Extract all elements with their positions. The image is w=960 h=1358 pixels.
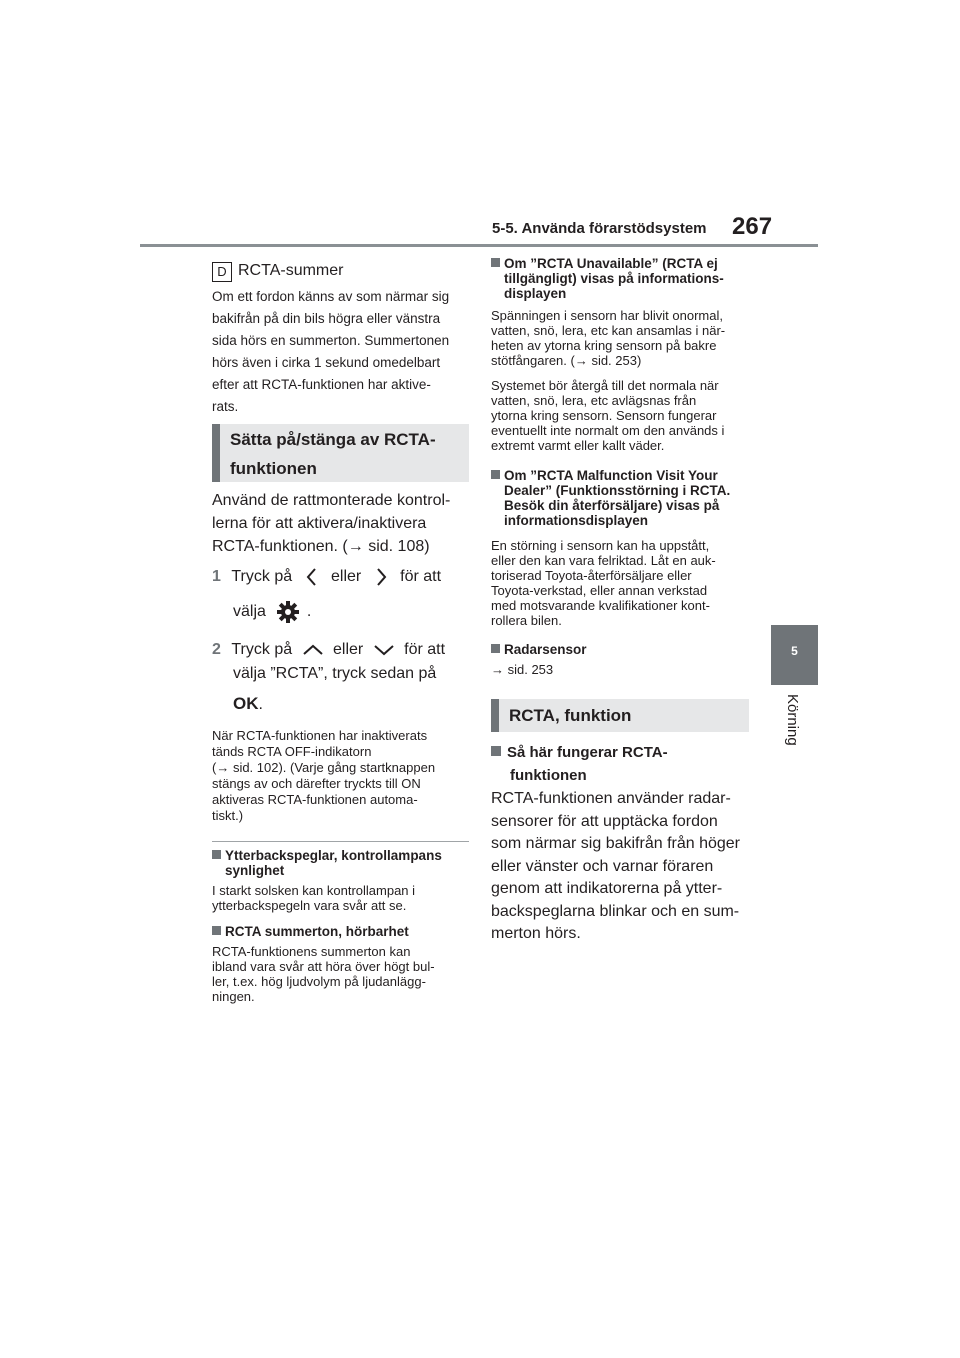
subheading-line: tillgängligt) visas på informations- (504, 271, 724, 286)
text-line: → sid. 253 (491, 662, 554, 677)
text-line: tiskt.) (212, 808, 244, 823)
step-2-line-3 (233, 694, 263, 714)
header-rule (140, 244, 818, 247)
subheading-line: Ytterbackspeglar, kontrollampans (225, 848, 442, 863)
section-heading-text: RCTA, funktion (509, 706, 632, 725)
subheading-line: Om ”RCTA Unavailable” (RCTA ej (504, 256, 718, 271)
step-number: 1 (212, 568, 221, 586)
text-line: vatten, snö, lera, etc avlägsnas från (491, 393, 697, 408)
subheading-line: synlighet (225, 863, 285, 878)
text-line: ler, t.ex. hög ljudvolym på ljudanlägg- (212, 974, 426, 989)
text-line: heten av ytorna kring sensorn på bakre (491, 338, 717, 353)
step-text: Tryck på (231, 568, 293, 586)
text-line: I starkt solsken kan kontrollampan i (212, 883, 416, 898)
subheading-unavailable (491, 256, 753, 301)
heading-line: funktionen (230, 459, 317, 478)
item-description (212, 286, 472, 418)
text-line: extremt varmt eller kallt väder. (491, 438, 665, 453)
text-line: bakifrån på din bils högra eller vänstra (212, 311, 441, 326)
text-line: eller den kan vara felriktad. Låt en auk- (491, 553, 716, 568)
text-line: som närmar sig bakifrån från höger (491, 835, 740, 852)
text-line: Toyota-verkstad, eller annan verkstad (491, 583, 708, 598)
text-line: hörs även i cirka 1 sekund omedelbart (212, 355, 441, 370)
chevron-down-icon (372, 641, 396, 659)
malfunction-text (491, 538, 756, 628)
text-line: toriserad Toyota-återförsäljare eller (491, 568, 692, 583)
heading-line: Sätta på/stänga av RCTA- (230, 430, 436, 449)
square-bullet-icon (212, 850, 221, 859)
unavailable-text-2 (491, 378, 756, 453)
step-1-line-2 (233, 600, 311, 624)
section-heading-left (212, 424, 469, 482)
text-line: ibland vara svår att höra över högt bul- (212, 959, 435, 974)
text-line: Spänningen i sensorn har blivit onormal, (491, 308, 723, 323)
text-line: vatten, snö, lera, etc kan ansamlas i när- (491, 323, 726, 338)
mirror-text (212, 883, 474, 913)
note-text (212, 728, 474, 824)
chevron-right-icon (370, 566, 392, 588)
text-line: tänds RCTA OFF-indikatorn (212, 744, 372, 759)
chevron-left-icon (301, 566, 323, 588)
step-text: . (306, 603, 312, 621)
text-line: eventuellt inte normalt om den används i (491, 423, 725, 438)
square-bullet-icon (491, 470, 500, 479)
subheading-line: Radarsensor (504, 642, 587, 657)
item-title: RCTA-summer (238, 262, 344, 279)
subheading-line: informationsdisplayen (504, 513, 649, 528)
text-line: ytterbackspegeln vara svår att se. (212, 898, 407, 913)
section-title: 5-5. Använda förarstödsystem (492, 220, 707, 237)
item-letter-box: D (212, 262, 232, 282)
subheading-line: funktionen (510, 767, 587, 784)
text-line: Systemet bör återgå till det normala när (491, 378, 719, 393)
text-line: sida hörs en summerton. Summertonen (212, 333, 450, 348)
subheading-line: Så här fungerar RCTA- (507, 744, 668, 761)
subheading-line: Besök din återförsäljare) visas på (504, 498, 720, 513)
text-line: ytorna kring sensorn. Sensorn fungerar (491, 408, 717, 423)
step-number: 2 (212, 641, 221, 659)
text-line: eller vänster och varnar föraren (491, 857, 714, 875)
step-text: Tryck på (231, 641, 293, 659)
chapter-tab-label (781, 694, 807, 774)
text-line: RCTA-funktionen. (→ sid. 108) (212, 538, 430, 555)
radar-text (491, 662, 753, 677)
text-line: sensorer för att upptäcka fordon (491, 812, 718, 830)
step-text: för att (404, 641, 446, 659)
subheading-line: Dealer” (Funktionsstörning i RCTA. (504, 483, 731, 498)
page-number: 267 (732, 213, 773, 240)
ok-icon: OK (233, 694, 259, 713)
unavailable-text-1 (491, 308, 756, 368)
text-line: rats. (212, 399, 239, 414)
subheading-how (491, 741, 756, 787)
text-line: med motsvarande kvalifikationer kont- (491, 598, 710, 613)
section-heading-right (491, 699, 749, 732)
subheading-summer (212, 924, 474, 939)
step-text: välja (233, 603, 266, 621)
intro-text (212, 489, 482, 558)
subheading-malfunction (491, 468, 756, 528)
square-bullet-icon (491, 644, 500, 653)
step-text: för att (400, 568, 442, 586)
chapter-tab-number: 5 (791, 644, 798, 658)
text-line: stötfångaren. (→ sid. 253) (491, 353, 642, 368)
text-line: backspeglarna blinkar och en sum- (491, 902, 740, 920)
text-line: När RCTA-funktionen har inaktiverats (212, 728, 428, 743)
text-line: ningen. (212, 989, 255, 1004)
chevron-up-icon (301, 641, 325, 659)
step-text: eller (333, 641, 364, 659)
text-line: lerna för att aktivera/inaktivera (212, 515, 427, 532)
text-line: RCTA-funktionen använder radar- (491, 790, 731, 807)
text-line: genom att indikatorerna på ytter- (491, 880, 723, 897)
text-line: Om ett fordon känns av som närmar sig (212, 289, 450, 304)
chapter-tab-label-text: Körning (784, 694, 801, 746)
step-text: välja ”RCTA”, tryck sedan på (233, 665, 437, 682)
subheading-line: Om ”RCTA Malfunction Visit Your (504, 468, 718, 483)
square-bullet-icon (212, 926, 221, 935)
text-line: aktiveras RCTA-funktionen automa- (212, 792, 418, 807)
text-line: merton hörs. (491, 925, 581, 942)
text-line: Använd de rattmonterade kontrol- (212, 492, 451, 509)
step-text: eller (331, 568, 362, 586)
subheading-radar (491, 642, 753, 657)
step-1 (212, 566, 441, 588)
gear-icon (276, 600, 300, 624)
step-2 (212, 641, 445, 659)
subheading-line: RCTA summerton, hörbarhet (225, 924, 409, 939)
text-line: En störning i sensorn kan ha uppstått, (491, 538, 710, 553)
how-text (491, 788, 761, 946)
divider (212, 841, 469, 842)
square-bullet-icon (491, 258, 500, 267)
text-line: efter att RCTA-funktionen har aktive- (212, 377, 431, 392)
section-heading-text (220, 424, 469, 483)
summer-text (212, 944, 474, 1004)
subheading-line: displayen (504, 286, 567, 301)
step-text: . (258, 696, 263, 713)
text-line: stängs av och därefter tryckts till ON (212, 776, 421, 791)
text-line: (→ sid. 102). (Varje gång startknappen (212, 760, 436, 775)
text-line: rollera bilen. (491, 613, 562, 628)
subheading-mirror (212, 848, 474, 878)
text-line: RCTA-funktionens summerton kan (212, 944, 411, 959)
square-bullet-icon (491, 746, 501, 756)
